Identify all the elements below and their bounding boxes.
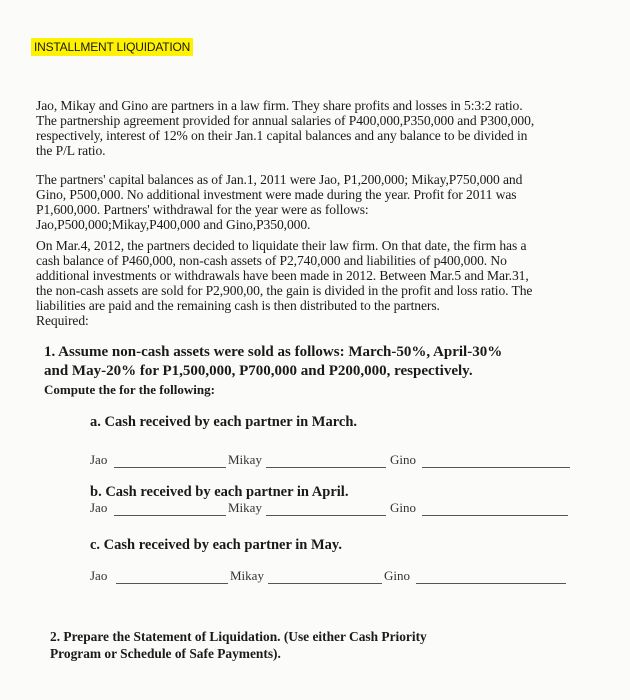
label-gino: Gino: [390, 500, 416, 515]
text-line: and May-20% for P1,500,000, P700,000 and P200,000, respectively.: [44, 363, 473, 379]
blank-jao[interactable]: [114, 515, 226, 516]
blank-jao[interactable]: [116, 583, 228, 584]
text-line: liabilities are paid and the remaining cash is then distributed to the partners.: [36, 298, 440, 313]
text-line: respectively, interest of 12% on their Jan.1 capital balances and any balance to be divided in: [36, 128, 528, 143]
blank-gino[interactable]: [422, 467, 570, 468]
text-line: On Mar.4, 2012, the partners decided to liquidate their law firm. On that date, the firm has a: [36, 238, 527, 253]
blank-gino[interactable]: [422, 515, 568, 516]
document-heading: INSTALLMENT LIQUIDATION: [31, 38, 193, 56]
text-line: the non-cash assets are sold for P2,900,00, the gain is divided in the profit and loss ratio. The: [36, 283, 533, 298]
text-line: cash balance of P460,000, non-cash assets of P2,740,000 and liabilities of p400,000. No: [36, 253, 507, 268]
blank-gino[interactable]: [416, 583, 566, 584]
text-line: Jao, Mikay and Gino are partners in a law firm. They share profits and losses in 5:3:2 ratio.: [36, 98, 523, 113]
sub-question-b: b. Cash received by each partner in April.: [90, 484, 349, 500]
question-2: [50, 628, 570, 662]
label-mikay: Mikay: [230, 568, 264, 583]
text-line: Jao,P500,000;Mikay,P400,000 and Gino,P350,000.: [36, 217, 311, 232]
text-line: Required:: [36, 313, 89, 328]
blank-mikay[interactable]: [266, 515, 386, 516]
blank-jao[interactable]: [114, 467, 226, 468]
text-line: the P/L ratio.: [36, 143, 106, 158]
label-gino: Gino: [390, 452, 416, 467]
blank-mikay[interactable]: [266, 467, 386, 468]
text-line: 2. Prepare the Statement of Liquidation. (Use either Cash Priority: [50, 629, 427, 644]
paragraph-liquidation: [36, 238, 606, 328]
text-line: Gino, P500,000. No additional investment were made during the year. Profit for 2011 was: [36, 187, 517, 202]
question-1: [44, 343, 604, 381]
sub-question-a: a. Cash received by each partner in March.: [90, 414, 358, 430]
text-line: P1,600,000. Partners' withdrawal for the year were as follows:: [36, 202, 369, 217]
label-jao: Jao: [90, 452, 108, 467]
text-line: The partners' capital balances as of Jan.1, 2011 were Jao, P1,200,000; Mikay,P750,000 and: [36, 172, 523, 187]
label-jao: Jao: [90, 568, 108, 583]
text-line: 1. Assume non-cash assets were sold as follows: March-50%, April-30%: [44, 344, 503, 360]
text-line: Program or Schedule of Safe Payments).: [50, 646, 281, 661]
label-gino: Gino: [384, 568, 410, 583]
compute-instruction: Compute the for the following:: [44, 382, 215, 397]
label-jao: Jao: [90, 500, 108, 515]
label-mikay: Mikay: [228, 452, 262, 467]
text-line: additional investments or withdrawals have been made in 2012. Between Mar.5 and Mar.31,: [36, 268, 529, 283]
blank-mikay[interactable]: [268, 583, 382, 584]
sub-question-c: c. Cash received by each partner in May.: [90, 537, 342, 553]
text-line: The partnership agreement provided for annual salaries of P400,000,P350,000 and P300,000,: [36, 113, 535, 128]
paragraph-capital-balances: [36, 172, 606, 232]
label-mikay: Mikay: [228, 500, 262, 515]
paragraph-partnership-terms: [36, 98, 606, 158]
